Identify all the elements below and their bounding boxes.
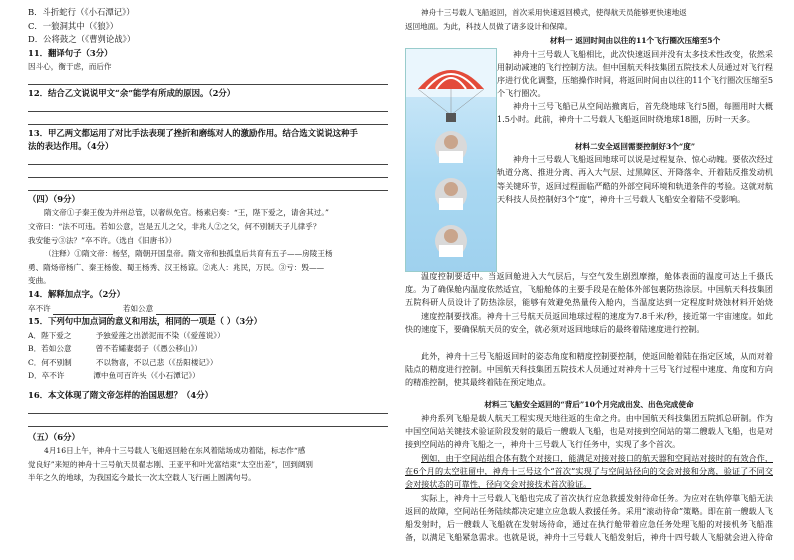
q14-b: 若如公意	[122, 303, 154, 313]
answer-line[interactable]	[28, 167, 388, 178]
material-1	[497, 34, 773, 245]
material-1-para: 神舟十三号飞船已从空间站撤离后，首先绕地球飞行5圈，每圈用时大概1.5小时。此前，神舟十二号载人飞船返回时绕地球18圈，历时一天多。	[497, 100, 773, 124]
section4-title: （四）（9分）	[28, 193, 80, 204]
answer-blank[interactable]	[53, 305, 113, 315]
passage-line: 隋文帝①子秦王俊为并州总管，以奢纵免官。杨素启奏：“王，陛下爱之，请舍其过。”	[44, 208, 329, 218]
section5-line: 半年之久的地球，为我国迄今最长一次太空载人飞行画上圆满句号。	[28, 473, 256, 483]
section5-title: （五）（6分）	[28, 431, 80, 442]
q14-items	[28, 302, 388, 316]
material-1-para: 神舟十三号载人飞船相比，此次快速返回并没有太多技术性改变，依然采用制动减速的飞行控制方法。但中国航天科技集团五院技术人员通过对飞行程序进行优化调整，压缩操作时间，将返回时间由以往的11个飞行圈次压缩至5个飞行圈次。	[497, 48, 773, 99]
answer-line[interactable]	[28, 154, 388, 165]
material-2-para: 温度控制要适中。当返回舱进入大气层后，与空气发生剧烈摩擦，舱体表面的温度可达上千摄氏度。为了确保舱内温度依然适宜，飞船舱体的主要手段是在舱体外部包裹防热涂层。中国航天科技集团五院科研人员设计了防热涂层，能够有效避免热量传入舱内，当温度达到一定程度时烧蚀材料开始烧	[405, 271, 773, 308]
left-column	[28, 6, 388, 485]
q15-option: D．卒不许 潭中鱼可百许头（《小石潭记》）	[28, 371, 200, 381]
material-3-para: 例如，由于空间站组合体有数个对接口，能满足对接对接口的航天器和空间站对接时的有效合作，在6个月的太空驻留中，神舟十三号这个“首次”实现了与空间站径向的交会对接和分离，验证了不同交会对接状态的可靠性，径向交会对接技术首次验证。	[405, 452, 773, 489]
answer-line[interactable]	[28, 74, 388, 85]
passage-note: 勇、隋炀帝杨广、秦王杨俊、蜀王杨秀、汉王杨谅。②兆人：兆民，万民。③亏：毁——	[28, 262, 325, 272]
q14-a: 卒不许	[28, 303, 51, 313]
passage-line: 文帝曰：“法不可违。若如公意，岂是五儿之父，非兆人②之父，何不别制天子儿律乎？	[28, 221, 321, 231]
material-3-para: 实际上，神舟十三号载人飞船也完成了首次执行应急救援发射待命任务。为应对在轨停靠飞船无法返回的故障，空间站任务陆续都决定建立应急载人救援任务。采用“滚动待命”策略。即在前一艘载人飞船发射时，后一艘载人飞船就在发射场待命，通过在执行舱带着应急任务处理飞船的对接机务飞船准备，以满足飞船紧急需求。也就是说，神舟十三号载人飞船发射后，神舟十四号载人飞船就会进入待命	[405, 492, 773, 543]
q13-line1: 13．甲乙两文都运用了对比手法表现了挫折和磨练对人的激励作用。结合选文说说这种手	[28, 127, 358, 138]
section5-line: 4月16日上午，神舟十三号载人飞船返回舱在东风着陆场成功着陆，标志作“感	[44, 446, 306, 456]
answer-line[interactable]	[28, 180, 388, 191]
material-2-para: 此外，神舟十三号飞船返回时的姿态角度和精度控制要控制，使返回舱着陆在指定区域，从而对着陆点的精度进行控制。中国航天科技集团五院技术人员通过对神舟十三号飞行过程中速度、角度和方向的精准控制，使其最终着陆在预定地点。	[405, 351, 773, 388]
astronaut-portrait-2	[435, 178, 467, 210]
q15-option: C．何不别制 不以物喜，不以己悲（《岳阳楼记》）	[28, 357, 218, 367]
intro-line: 神舟十三号载人飞船返回，首次采用快速返回模式，使得航天员能够更快速地返	[421, 8, 687, 17]
section5-line: 觉良好”来短的神舟十三号航天员翟志刚、王亚平和叶光富结束“太空出差”，回到阔别	[28, 459, 314, 469]
q15-title: 15．下列句中加点词的意义和用法，相同的一项是（ ）（3分）	[28, 316, 262, 327]
option-d: D．公将鼓之（《曹刿论战》）	[28, 34, 136, 45]
material-2-title: 材料二安全返回需要控制好3个“度”	[574, 141, 696, 151]
q15-option: B．若如公意 曾不若孀妻弱子（《愚公移山》）	[28, 344, 202, 354]
intro-line: 返回地面。为此，科技人员做了诸多设计和保障。	[405, 21, 573, 31]
astronaut-portrait-1	[435, 131, 467, 163]
q16: 16．本文体现了隋文帝怎样的治国思想？（4分）	[28, 390, 213, 401]
astronaut-portrait-3	[435, 225, 467, 257]
answer-line[interactable]	[28, 403, 388, 414]
material-2-para: 速度控制要找准。神舟十三号航天员返回地球过程的速度为7.8千米/秒，接近第一宇宙速度。如此快的速度下，要确保航天员的安全，就必须对返回地球后的最终着陆速度进行控制。	[405, 311, 773, 335]
q12: 12．结合乙文说说甲文“余”能学有所成的原因。（2分）	[28, 87, 236, 98]
passage-line: 我安能亏③法？”卒不许。（选自《旧唐书》）	[28, 235, 177, 245]
answer-line[interactable]	[28, 416, 388, 427]
answer-blank[interactable]	[156, 305, 216, 315]
option-c: C．一狼洞其中（《狼》）	[28, 20, 119, 31]
material-3-para: 神舟系列飞船是载人航天工程实现天地往返的生命之舟。由中国航天科技集团五院抓总研制。作为中国空间站关键技术验证阶段发射的最后一艘载人飞船，也是对接到空间站的第二艘载人飞船，也是对接到空间站的神舟飞船之一，神舟十三号载人飞行任务中，实现了多个首次。	[405, 412, 773, 449]
q11-text: 因斗心，衡于虑，而后作	[28, 62, 112, 72]
material-1-title: 材料一 返回时间由以往的11个飞行圈次压缩至5个	[549, 36, 721, 45]
q14-title: 14．解释加点字。（2分）	[28, 288, 126, 299]
material-2-continued	[405, 270, 773, 544]
material-2-para: 神舟十三号载人飞船返回地球可以说是过程复杂、惊心动魄。要依次经过轨道分离、推进分离、再入大气层、过黑障区、开降落伞、开着陆反推发动机等关键环节，返回过程面临严酷的外部空间环境和轨道条件的考验。这就对航天科技人员控制好3个“度”，神舟十三号载人飞船安全着陆不受影响。	[497, 154, 773, 204]
q11-title: 11．翻译句子（3分）	[28, 47, 113, 58]
material-3-title: 材料三飞船安全返回的“背后”10个月完成出发、出色完成使命	[484, 400, 694, 409]
q13-line2: 法的表达作用。（4分）	[28, 141, 114, 152]
parachute-icon	[406, 49, 496, 271]
q15-option: A．陛下爱之 予独爱莲之出淤泥而不染（《爱莲说》）	[28, 330, 225, 340]
astronaut-image	[405, 48, 497, 272]
option-b: B．斗折蛇行（《小石潭记》）	[28, 7, 135, 17]
passage-note: （注释）①隋文帝：杨坚，隋朝开国皇帝。隋文帝和独孤皇后共育有五子——房陵王杨	[44, 249, 333, 259]
answer-line[interactable]	[28, 114, 388, 125]
right-intro	[405, 6, 773, 33]
passage-note: 变曲。	[28, 276, 51, 286]
answer-line[interactable]	[28, 101, 388, 112]
